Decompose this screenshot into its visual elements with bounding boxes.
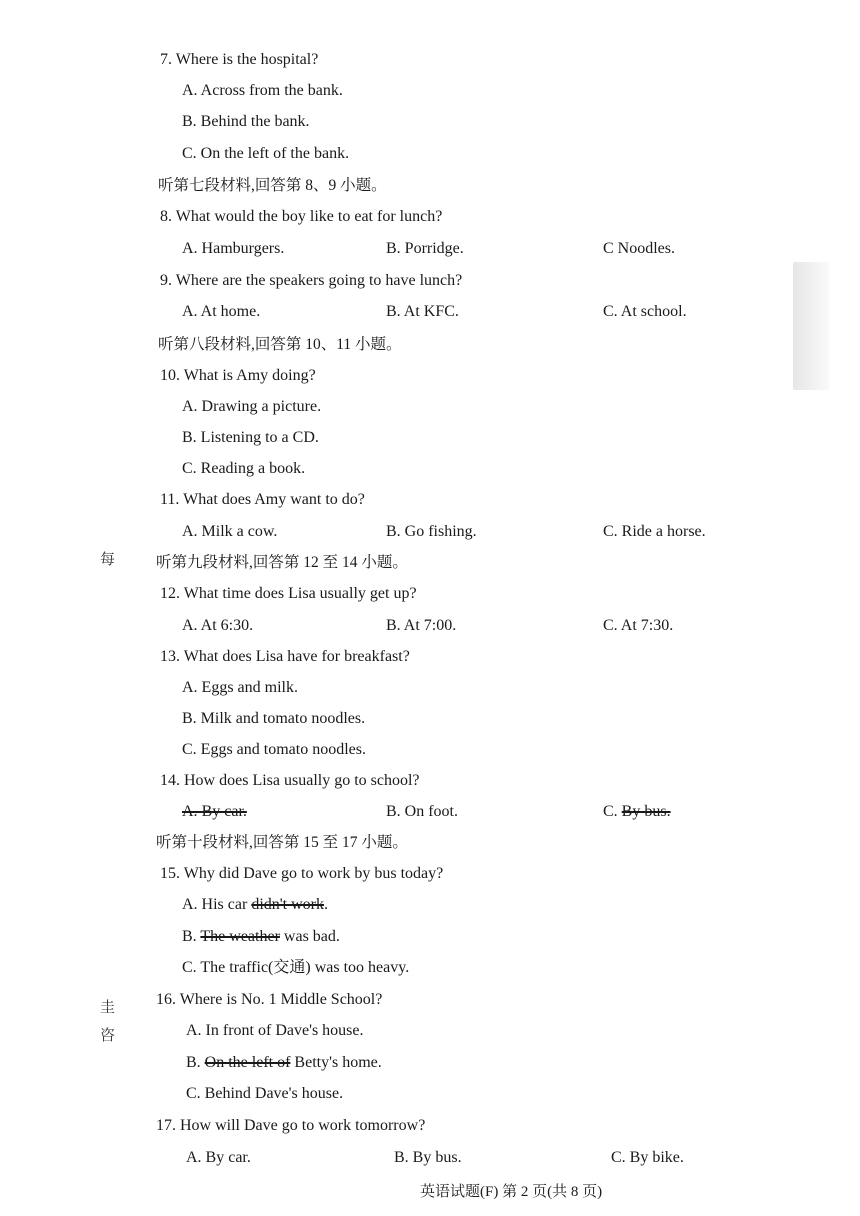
question-17-option-a: A. By car. [186, 1149, 251, 1166]
question-14-stem: 14. How does Lisa usually go to school? [160, 772, 420, 789]
section-8-instruction: 听第八段材料,回答第 10、11 小题。 [158, 336, 402, 353]
question-15-option-a-prefix: A. His car [182, 896, 252, 913]
question-15-option-b-struck: The weather [200, 928, 280, 945]
question-15-option-a [182, 895, 328, 915]
question-16-option-c: C. Behind Dave's house. [186, 1085, 344, 1102]
question-12-option-b: B. At 7:00. [386, 617, 457, 634]
question-11-option-c: C. Ride a horse. [603, 523, 706, 540]
question-16-option-a: A. In front of Dave's house. [186, 1022, 364, 1039]
question-9-option-a: A. At home. [182, 303, 261, 320]
question-8-option-a: A. Hamburgers. [182, 240, 285, 257]
page-footer: 英语试题(F) 第 2 页(共 8 页) [420, 1184, 603, 1200]
question-8-stem: 8. What would the boy like to eat for lunch? [160, 208, 443, 225]
question-15-option-c: C. The traffic(交通) was too heavy. [182, 959, 410, 976]
question-16-option-b-suffix: Betty's home. [290, 1054, 382, 1071]
question-10-stem: 10. What is Amy doing? [160, 367, 316, 384]
question-9-option-c: C. At school. [603, 303, 687, 320]
question-14-option-c-label: C. [603, 803, 622, 820]
question-12-stem: 12. What time does Lisa usually get up? [160, 585, 417, 602]
question-15-stem: 15. Why did Dave go to work by bus today? [160, 865, 444, 882]
question-14-option-a-text: By car. [201, 803, 247, 820]
question-7-stem: 7. Where is the hospital? [160, 51, 319, 68]
question-10-option-c: C. Reading a book. [182, 460, 306, 477]
question-12-option-c: C. At 7:30. [603, 617, 674, 634]
question-13-option-b: B. Milk and tomato noodles. [182, 710, 366, 727]
question-16-option-b [186, 1053, 382, 1073]
margin-mark: 圭 [100, 1000, 116, 1016]
question-11-option-a: A. Milk a cow. [182, 523, 278, 540]
question-8-option-c: C Noodles. [603, 240, 675, 257]
margin-mark: 每 [100, 552, 116, 568]
question-12-option-a: A. At 6:30. [182, 617, 254, 634]
question-15-option-a-struck: didn't work [251, 896, 324, 913]
question-15-option-b [182, 927, 340, 947]
question-7-option-a: A. Across from the bank. [182, 82, 343, 99]
scan-shadow [793, 262, 829, 390]
question-16-stem: 16. Where is No. 1 Middle School? [156, 991, 383, 1008]
question-8-option-b: B. Porridge. [386, 240, 464, 257]
question-14-option-a [182, 802, 247, 822]
question-16-option-b-struck: On the left of [204, 1054, 291, 1071]
question-15-option-a-suffix: . [323, 896, 328, 913]
section-10-instruction: 听第十段材料,回答第 15 至 17 小题。 [156, 834, 408, 851]
question-9-option-b: B. At KFC. [386, 303, 459, 320]
question-17-option-b: B. By bus. [394, 1149, 462, 1166]
question-14-option-c [603, 802, 671, 822]
question-15-option-b-prefix: B. [182, 928, 201, 945]
section-9-instruction: 听第九段材料,回答第 12 至 14 小题。 [156, 554, 408, 571]
question-14-option-c-text: By bus. [621, 803, 671, 820]
question-14-option-b: B. On foot. [386, 803, 458, 820]
question-17-stem: 17. How will Dave go to work tomorrow? [156, 1117, 426, 1134]
question-16-option-b-prefix: B. [186, 1054, 205, 1071]
question-14-option-a-label: A. [182, 803, 202, 820]
question-7-option-c: C. On the left of the bank. [182, 145, 350, 162]
question-7-option-b: B. Behind the bank. [182, 113, 310, 130]
question-15-option-b-suffix: was bad. [279, 928, 340, 945]
question-10-option-b: B. Listening to a CD. [182, 429, 319, 446]
margin-mark: 咨 [100, 1028, 116, 1044]
question-13-stem: 13. What does Lisa have for breakfast? [160, 648, 410, 665]
question-10-option-a: A. Drawing a picture. [182, 398, 322, 415]
question-9-stem: 9. Where are the speakers going to have lunch? [160, 272, 463, 289]
question-11-option-b: B. Go fishing. [386, 523, 477, 540]
question-11-stem: 11. What does Amy want to do? [160, 491, 365, 508]
question-17-option-c: C. By bike. [611, 1149, 684, 1166]
question-13-option-c: C. Eggs and tomato noodles. [182, 741, 366, 758]
section-7-instruction: 听第七段材料,回答第 8、9 小题。 [158, 177, 387, 194]
question-13-option-a: A. Eggs and milk. [182, 679, 298, 696]
